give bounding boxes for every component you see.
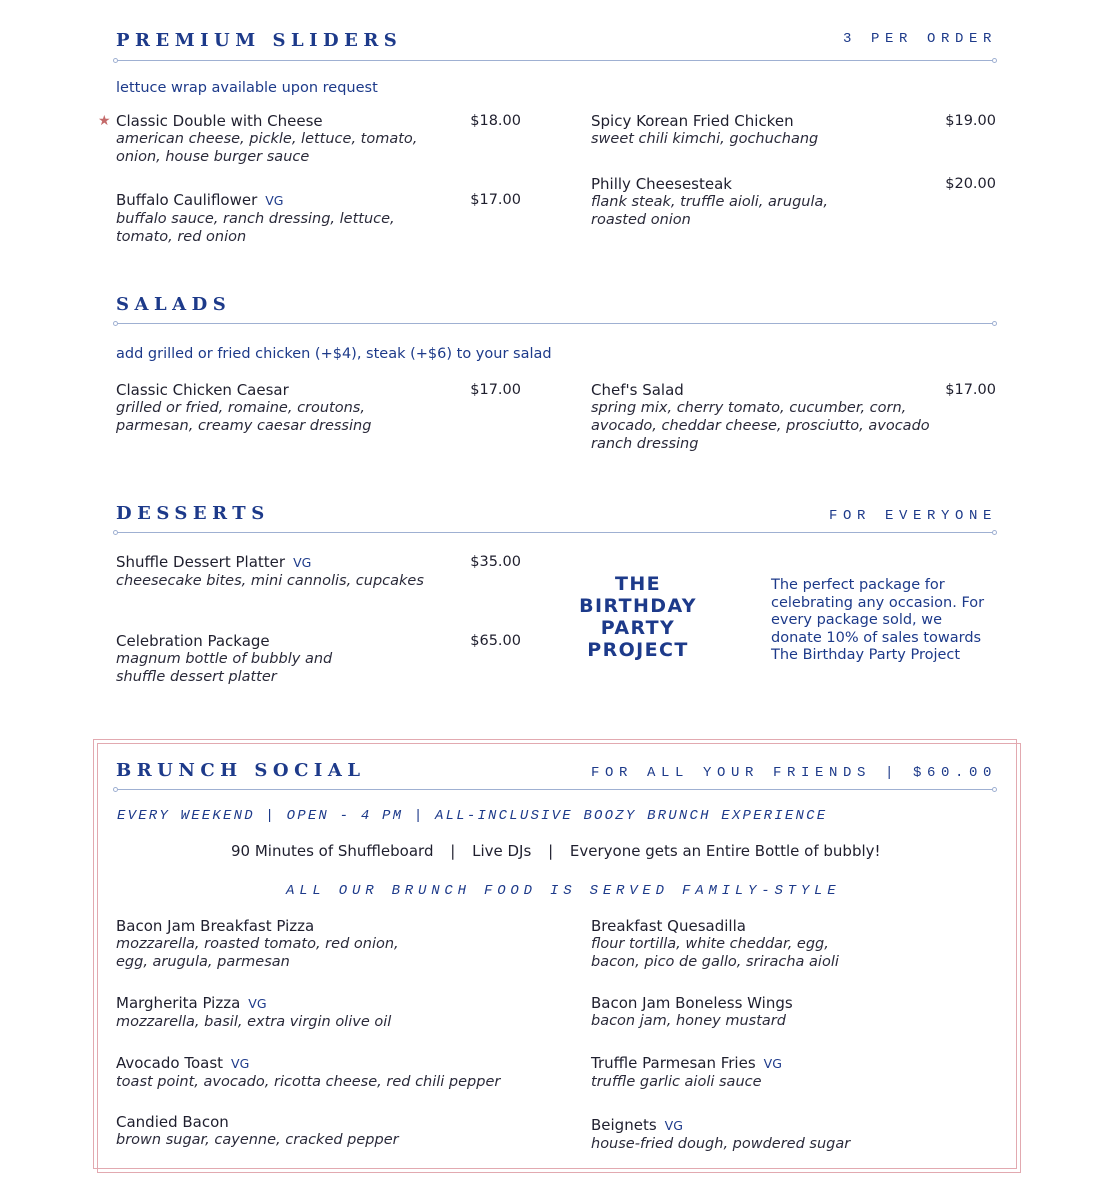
brunch-item [116,994,546,1031]
item-name: Buffalo Cauliflower [116,191,258,209]
item-description: truffle garlic aioli sauce [591,1074,762,1090]
item-price: $35.00 [470,554,521,570]
brunch-item [591,1054,996,1091]
item-name: Bacon Jam Breakfast Pizza [116,917,315,935]
item-price: $20.00 [945,176,996,192]
item-price: $17.00 [470,192,521,208]
item-name: Avocado Toast [116,1054,224,1072]
brunch-item [116,1054,546,1091]
item-price: $17.00 [945,382,996,398]
section-title-desserts: DESSERTS [116,503,270,524]
feature-live-djs: Live DJs [472,842,532,860]
vegan-badge: VG [265,193,284,208]
item-description: flank steak, truffle aioli, arugula, roasted onion [591,194,828,228]
logo-line: PROJECT [587,639,689,661]
brunch-item [591,994,996,1030]
vegan-badge: VG [248,996,267,1011]
item-description: spring mix, cherry tomato, cucumber, corn, avocado, cheddar cheese, prosciutto, avocado ranch dressing [591,400,930,452]
menu-item [591,381,996,453]
item-name: Candied Bacon [116,1113,229,1131]
brunch-item [116,917,546,971]
family-style-note: ALL OUR BRUNCH FOOD IS SERVED FAMILY-STYLE [286,883,841,899]
item-price: $19.00 [945,113,996,129]
item-name: Spicy Korean Fried Chicken [591,112,794,130]
item-description: bacon jam, honey mustard [591,1013,786,1029]
item-description: mozzarella, basil, extra virgin olive oil [116,1014,392,1030]
item-description: american cheese, pickle, lettuce, tomato, onion, house burger sauce [116,131,418,165]
section-title-salads: SALADS [116,294,232,315]
section-divider [116,323,994,324]
menu-item [116,632,536,686]
section-subnote: lettuce wrap available upon request [116,80,378,96]
star-icon: ★ [98,113,111,129]
item-name: Chef's Salad [591,381,684,399]
menu-item [116,553,536,590]
brunch-item [591,917,996,971]
section-note-brunch-price: FOR ALL YOUR FRIENDS | $60.00 [590,765,997,781]
item-price: $17.00 [470,382,521,398]
item-description: sweet chili kimchi, gochuchang [591,131,819,147]
item-description: grilled or fried, romaine, croutons, parmesan, creamy caesar dressing [116,400,372,434]
item-name: Margherita Pizza [116,994,241,1012]
item-description: house-fried dough, powdered sugar [591,1136,851,1152]
item-name: Shuffle Dessert Platter [116,553,286,571]
section-title-brunch-social: BRUNCH SOCIAL [116,760,366,781]
section-divider [116,532,994,533]
menu-item [116,191,536,246]
item-description: cheesecake bites, mini cannolis, cupcakes [116,573,424,589]
menu-item [591,175,996,229]
section-divider [116,60,994,61]
feature-shuffleboard: 90 Minutes of Shuffleboard [231,842,434,860]
brunch-item [591,1116,996,1153]
item-name: Truffle Parmesan Fries [591,1054,756,1072]
feature-bubbly: Everyone gets an Entire Bottle of bubbly! [569,842,881,860]
item-name: Beignets [591,1116,657,1134]
item-name: Classic Double with Cheese [116,112,323,130]
birthday-party-project-logo [578,573,698,661]
logo-line: THE [614,573,662,595]
item-name: Philly Cheesesteak [591,175,732,193]
logo-line: BIRTHDAY [579,595,697,617]
vegan-badge: VG [231,1056,250,1071]
section-subnote: add grilled or fried chicken (+$4), steak (+$6) to your salad [116,346,552,362]
brunch-item [116,1113,546,1149]
item-description: brown sugar, cayenne, cracked pepper [116,1132,399,1148]
item-description: mozzarella, roasted tomato, red onion, egg, arugula, parmesan [116,936,399,970]
section-divider [116,789,994,790]
vegan-badge: VG [293,555,312,570]
section-title-premium-sliders: PREMIUM SLIDERS [116,30,403,51]
menu-item [591,112,996,148]
feature-separator: | [450,842,456,860]
item-price: $65.00 [470,633,521,649]
item-name: Celebration Package [116,632,270,650]
logo-line: PARTY [600,617,676,639]
item-name: Classic Chicken Caesar [116,381,289,399]
vegan-badge: VG [763,1056,782,1071]
item-description: magnum bottle of bubbly and shuffle dessert platter [116,651,333,685]
vegan-badge: VG [664,1118,683,1133]
item-name: Bacon Jam Boneless Wings [591,994,793,1012]
item-name: Breakfast Quesadilla [591,917,746,935]
menu-item [116,381,536,435]
feature-separator: | [548,842,554,860]
brunch-features [231,842,881,860]
item-description: buffalo sauce, ranch dressing, lettuce, tomato, red onion [116,211,395,245]
section-note-per-order: 3 PER ORDER [842,31,997,47]
menu-item [98,112,536,166]
item-description: flour tortilla, white cheddar, egg, bacon, pico de gallo, sriracha aioli [591,936,839,970]
item-price: $18.00 [470,113,521,129]
section-note-for-everyone: FOR EVERYONE [828,508,997,524]
item-description: toast point, avocado, ricotta cheese, red chili pepper [116,1074,501,1090]
brunch-tagline: EVERY WEEKEND | OPEN - 4 PM | ALL-INCLUSIVE BOOZY BRUNCH EXPERIENCE [117,808,828,824]
birthday-party-project-description: The perfect package for celebrating any occasion. For every package sold, we donate 10% of sales towards The Birthday Party Project [771,577,985,664]
